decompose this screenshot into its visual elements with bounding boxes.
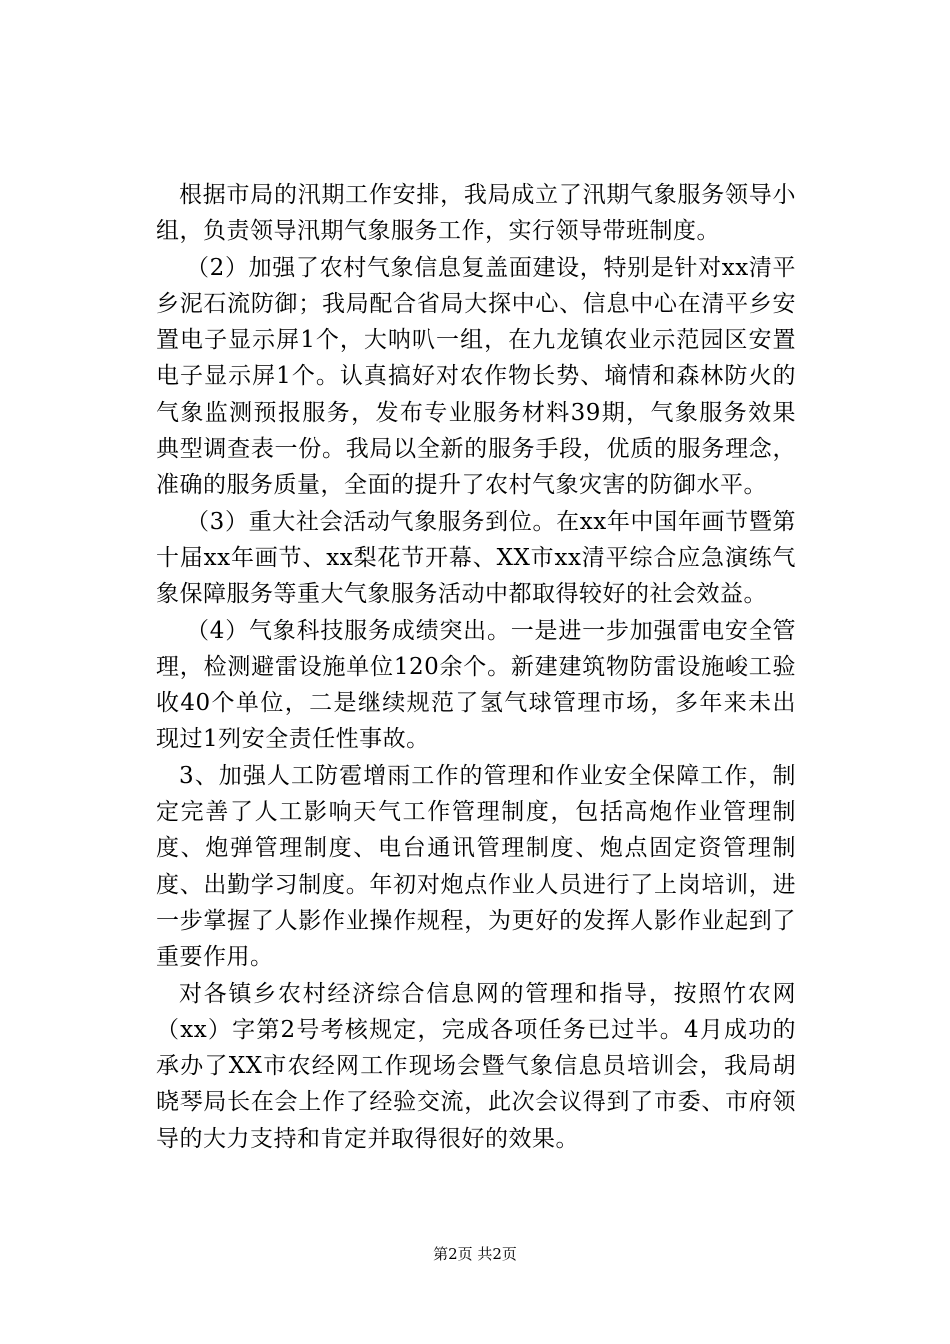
paragraph-rural-network: 对各镇乡农村经济综合信息网的管理和指导，按照竹农网（xx）字第2号考核规定，完成各项任务已过半。4月成功的承办了XX市农经网工作现场会暨气象信息员培训会，我局胡晓琴局长在会上作了经验交流，此次会议得到了市委、市府领导的大力支持和肯定并取得很好的效果。 [156, 980, 796, 1152]
paragraph-hail-prevention: 3、加强人工防雹增雨工作的管理和作业安全保障工作，制定完善了人工影响天气工作管理制度，包括高炮作业管理制度、炮弹管理制度、电台通讯管理制度、炮点固定资管理制度、出勤学习制度。年初对炮点作业人员进行了上岗培训，进一步掌握了人影作业操作规程，为更好的发挥人影作业起到了重要作用。 [156, 762, 796, 971]
paragraph-major-events: （3）重大社会活动气象服务到位。在xx年中国年画节暨第十届xx年画节、xx梨花节开幕、XX市xx清平综合应急演练气象保障服务等重大气象服务活动中都取得较好的社会效益。 [156, 508, 796, 608]
document-body [156, 177, 796, 1157]
paragraph-flood-leadership: 根据市局的汛期工作安排，我局成立了汛期气象服务领导小组，负责领导汛期气象服务工作，实行领导带班制度。 [156, 182, 796, 245]
paragraph-rural-info-coverage: （2）加强了农村气象信息复盖面建设，特别是针对xx清平乡泥石流防御；我局配合省局大探中心、信息中心在清平乡安置电子显示屏1个，大呐叭一组，在九龙镇农业示范园区安置电子显示屏1个。认真搞好对农作物长势、墒情和森林防火的气象监测预报服务，发布专业服务材料39期，气象服务效果典型调查表一份。我局以全新的服务手段，优质的服务理念，准确的服务质量，全面的提升了农村气象灾害的防御水平。 [156, 254, 796, 499]
page-footer: 第2页 共2页 [433, 1245, 517, 1263]
paragraph-tech-services: （4）气象科技服务成绩突出。一是进一步加强雷电安全管理，检测避雷设施单位120余个。新建建筑物防雷设施峻工验收40个单位，二是继续规范了氢气球管理市场，多年来未出现过1列安全责任性事故。 [156, 617, 796, 753]
